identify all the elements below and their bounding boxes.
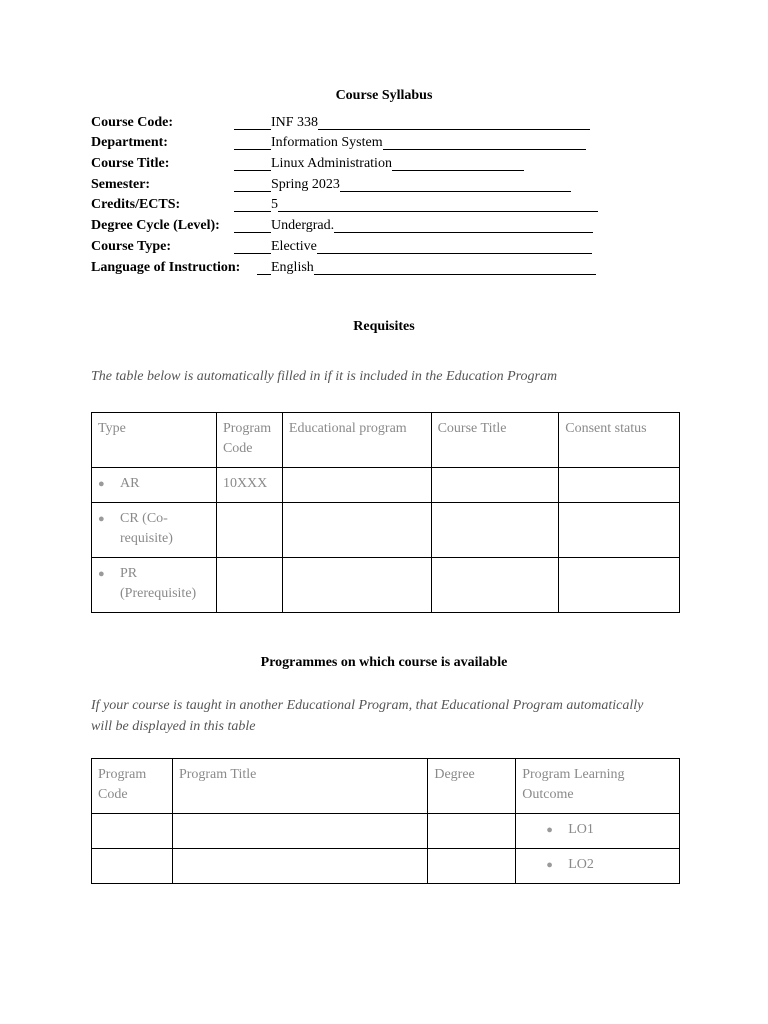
bullet-icon: ● — [98, 568, 105, 580]
field-value: 5 — [271, 197, 278, 213]
programmes-table — [91, 758, 680, 884]
field-label: Course Title: — [91, 156, 170, 172]
field-course-code — [91, 111, 611, 132]
requisites-note: The table below is automatically filled in if it is included in the Education Program — [91, 369, 558, 384]
learning-outcome: LO2 — [568, 857, 594, 872]
table-row — [92, 503, 680, 558]
field-value: INF 338 — [271, 114, 319, 130]
table-row — [92, 814, 680, 849]
requisites-table — [91, 412, 680, 613]
field-value: Elective — [271, 238, 317, 254]
bullet-icon: ● — [546, 824, 553, 836]
field-label: Course Code: — [91, 114, 174, 130]
programmes-note: If your course is taught in another Educational Program, that Educational Program automatically will be displayed in this table — [91, 698, 644, 734]
requisite-type: PR (Prerequisite) — [120, 566, 197, 601]
header-cell: Type — [92, 413, 217, 468]
field-course-title — [91, 152, 611, 173]
field-label: Department: — [91, 135, 168, 151]
field-label: Language of Instruction: — [91, 259, 241, 275]
bullet-icon: ● — [98, 513, 105, 525]
header-cell: Program Code — [216, 413, 282, 468]
header-cell: Program Title — [172, 759, 427, 814]
field-language — [91, 256, 611, 277]
course-fields — [91, 111, 611, 277]
requisites-heading: Requisites — [353, 319, 415, 334]
table-row — [92, 849, 680, 884]
program-code — [216, 558, 282, 613]
field-value: Information System — [271, 135, 383, 151]
table-header-row — [92, 413, 680, 468]
table-row — [92, 468, 680, 503]
field-label: Degree Cycle (Level): — [91, 218, 220, 234]
field-semester — [91, 173, 611, 194]
header-cell: Educational program — [282, 413, 431, 468]
header-cell: Program Learning Outcome — [516, 759, 680, 814]
program-code: 10XXX — [216, 468, 282, 503]
table-header-row — [92, 759, 680, 814]
header-cell: Program Code — [92, 759, 173, 814]
program-code — [216, 503, 282, 558]
bullet-icon: ● — [546, 859, 553, 871]
page-title: Course Syllabus — [335, 88, 433, 103]
requisite-type: AR — [120, 476, 140, 491]
field-credits — [91, 194, 611, 215]
field-label: Semester: — [91, 176, 151, 192]
field-label: Course Type: — [91, 238, 171, 254]
programmes-heading: Programmes on which course is available — [260, 655, 508, 670]
field-course-type — [91, 235, 611, 256]
field-value: Undergrad. — [271, 218, 335, 234]
header-cell: Consent status — [559, 413, 680, 468]
field-value: Spring 2023 — [271, 176, 340, 192]
field-department — [91, 132, 611, 153]
table-row — [92, 558, 680, 613]
field-value: English — [271, 259, 314, 275]
learning-outcome: LO1 — [568, 822, 594, 837]
header-cell: Course Title — [431, 413, 559, 468]
field-label: Credits/ECTS: — [91, 197, 181, 213]
field-degree-cycle — [91, 214, 611, 235]
requisite-type: CR (Co-requisite) — [120, 511, 173, 546]
header-cell: Degree — [428, 759, 516, 814]
field-value: Linux Administration — [271, 156, 392, 172]
bullet-icon: ● — [98, 478, 105, 490]
